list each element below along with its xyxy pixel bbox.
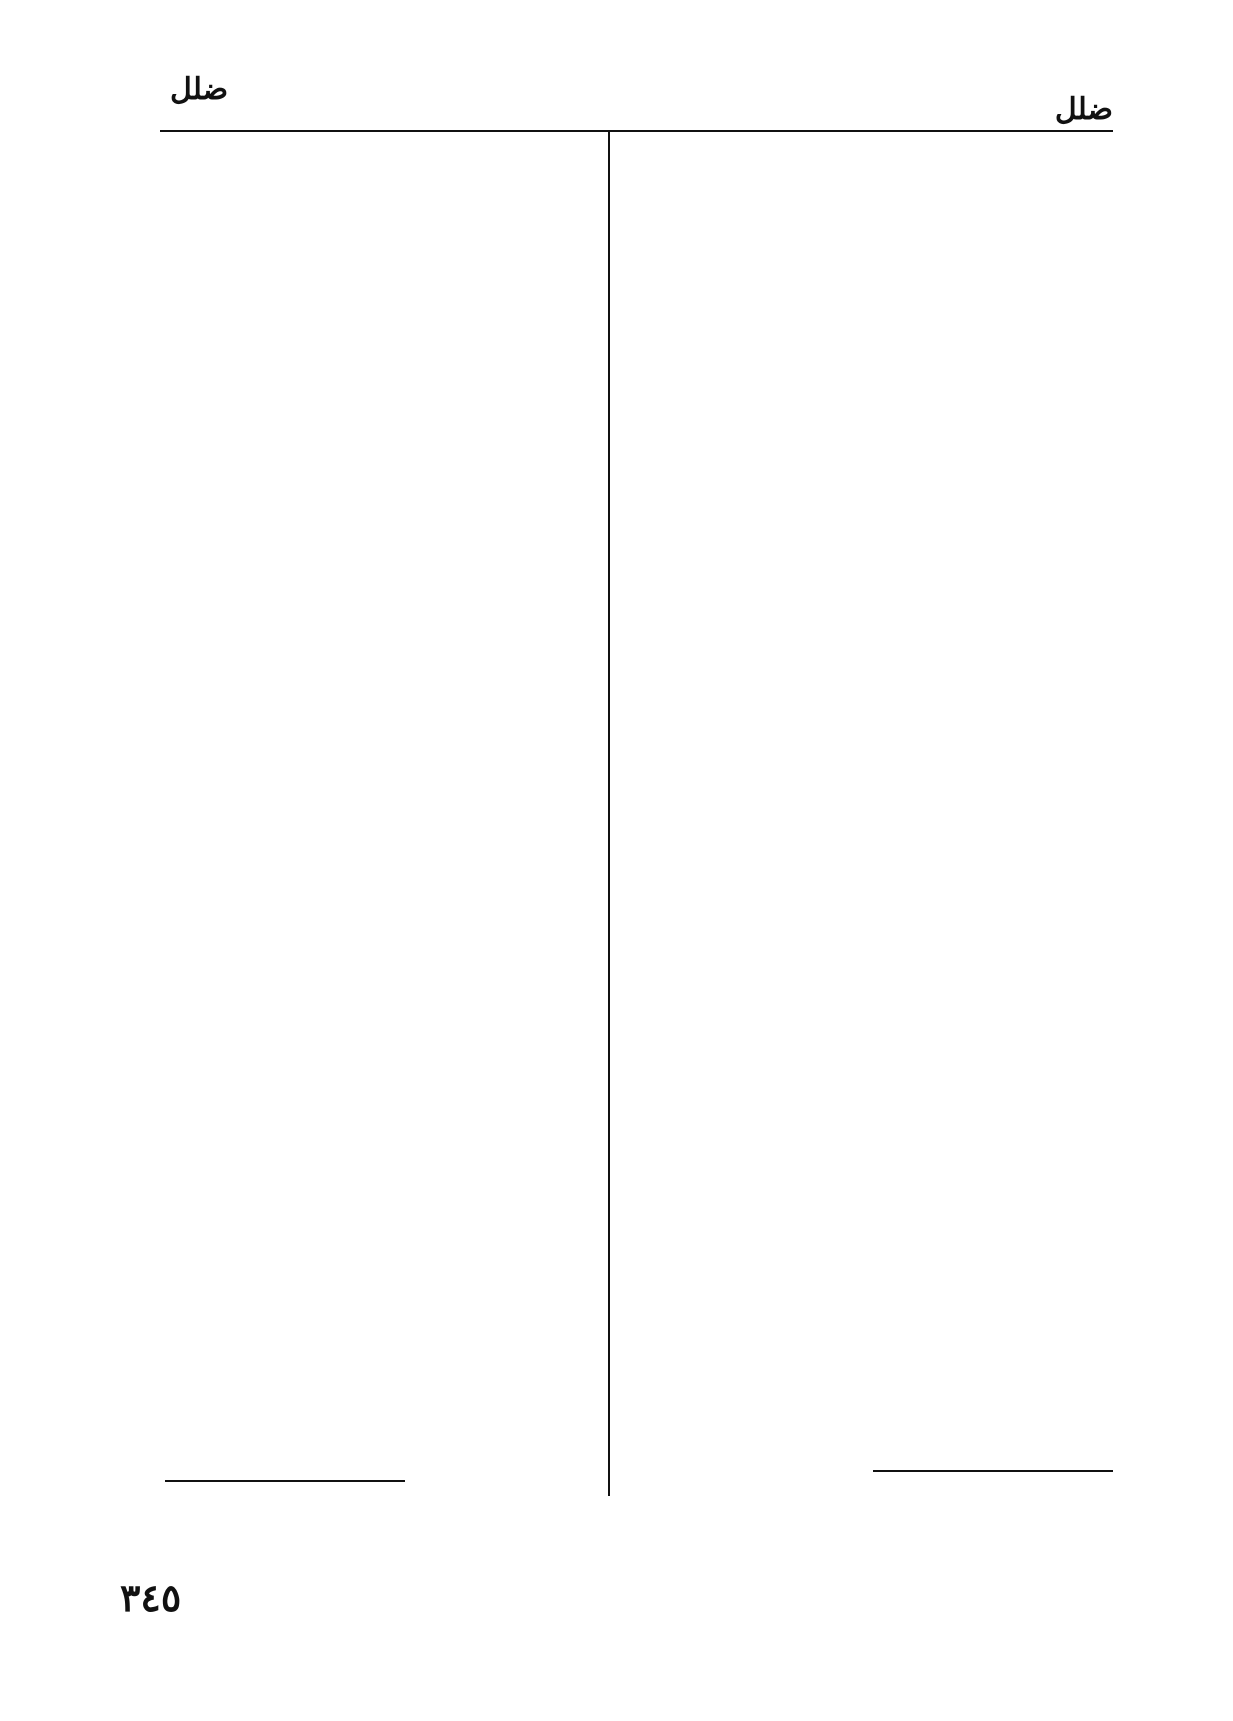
footnote-rule-left: [165, 1480, 405, 1482]
page-number: ٣٤٥: [120, 1575, 182, 1620]
column-divider: [608, 132, 610, 1496]
footnote-rule-right: [873, 1470, 1113, 1472]
running-head-right: ضلل: [1054, 92, 1113, 127]
running-head-left: ضلل: [170, 72, 229, 107]
header-rule: [160, 130, 1113, 132]
